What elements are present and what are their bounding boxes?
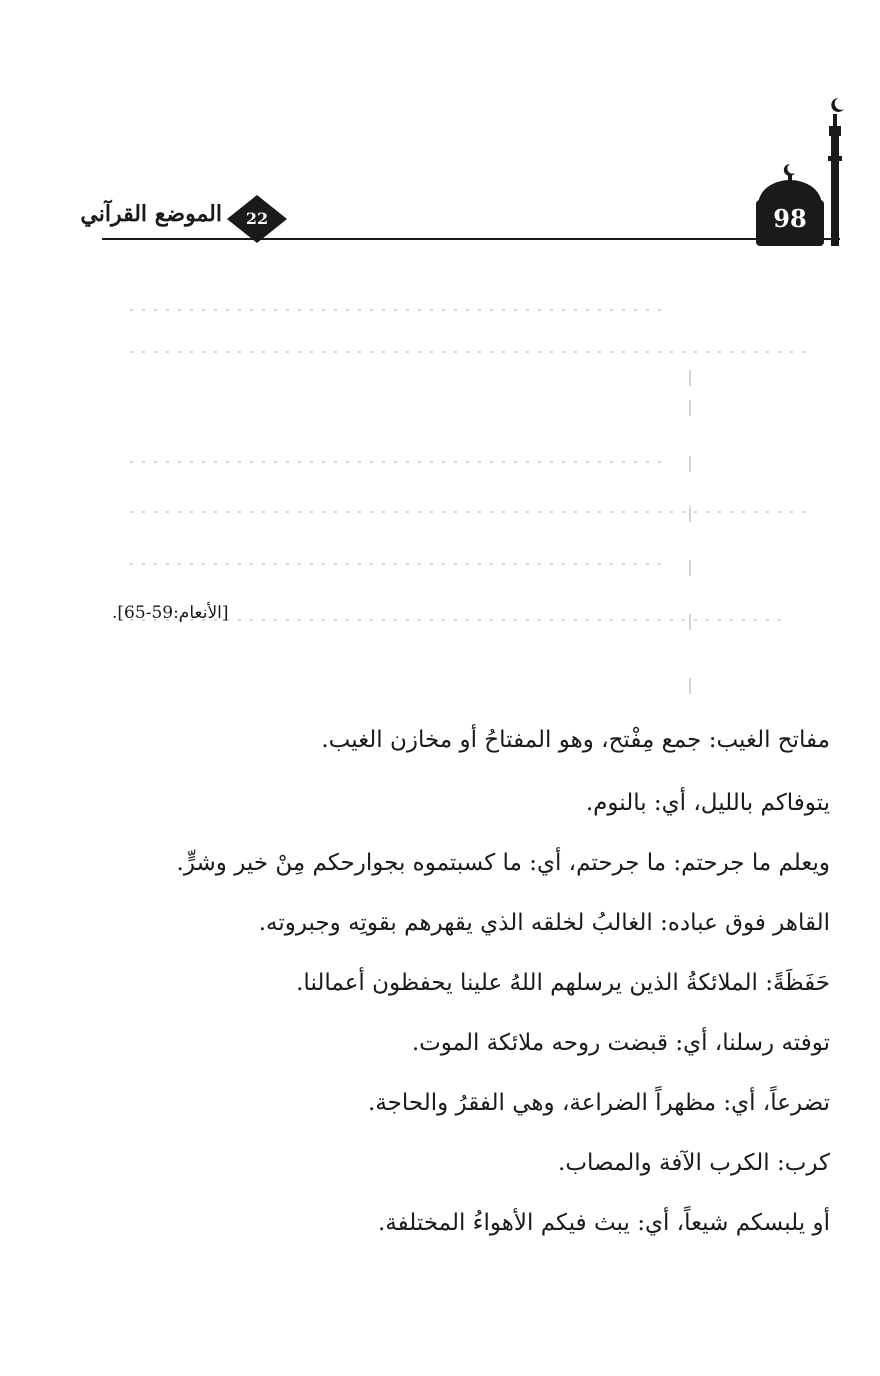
section-number: 22 xyxy=(245,209,269,228)
glossary-item: القاهر فوق عباده: الغالبُ لخلقه الذي يقهرهم بقوتِه وجبروته. xyxy=(258,910,830,936)
verse-citation: [الأنعام:59-65]. xyxy=(112,603,229,623)
glossary-item: أو يلبسكم شيعاً، أي: يبث فيكم الأهواءُ المختلفة. xyxy=(377,1210,830,1236)
glossary-item: مفاتح الغيب: جمع مِفْتح، وهو المفتاحُ أو مخازن الغيب. xyxy=(321,727,830,753)
glossary-item: كرب: الكرب الآفة والمصاب. xyxy=(558,1150,830,1176)
glossary-item: يتوفاكم بالليل، أي: بالنوم. xyxy=(585,790,830,816)
glossary-item: توفته رسلنا، أي: قبضت روحه ملائكة الموت. xyxy=(411,1030,830,1056)
series-title-calligraphy: الموضع القرآني xyxy=(80,201,222,227)
glossary-item: تضرعاً، أي: مظهراً الضراعة، وهي الفقرُ والحاجة. xyxy=(368,1090,830,1116)
header-divider xyxy=(102,238,840,240)
glossary-item: حَفَظَةً: الملائكةُ الذين يرسلهم اللهُ علينا يحفظون أعمالنا. xyxy=(296,970,830,996)
page-number: 98 xyxy=(773,204,807,233)
glossary-list xyxy=(100,720,830,1260)
faded-verse-text xyxy=(110,290,840,700)
glossary-item: ويعلم ما جرحتم: ما جرحتم، أي: ما كسبتموه بجوارحكم مِنْ خير وشرٍّ. xyxy=(176,850,830,876)
